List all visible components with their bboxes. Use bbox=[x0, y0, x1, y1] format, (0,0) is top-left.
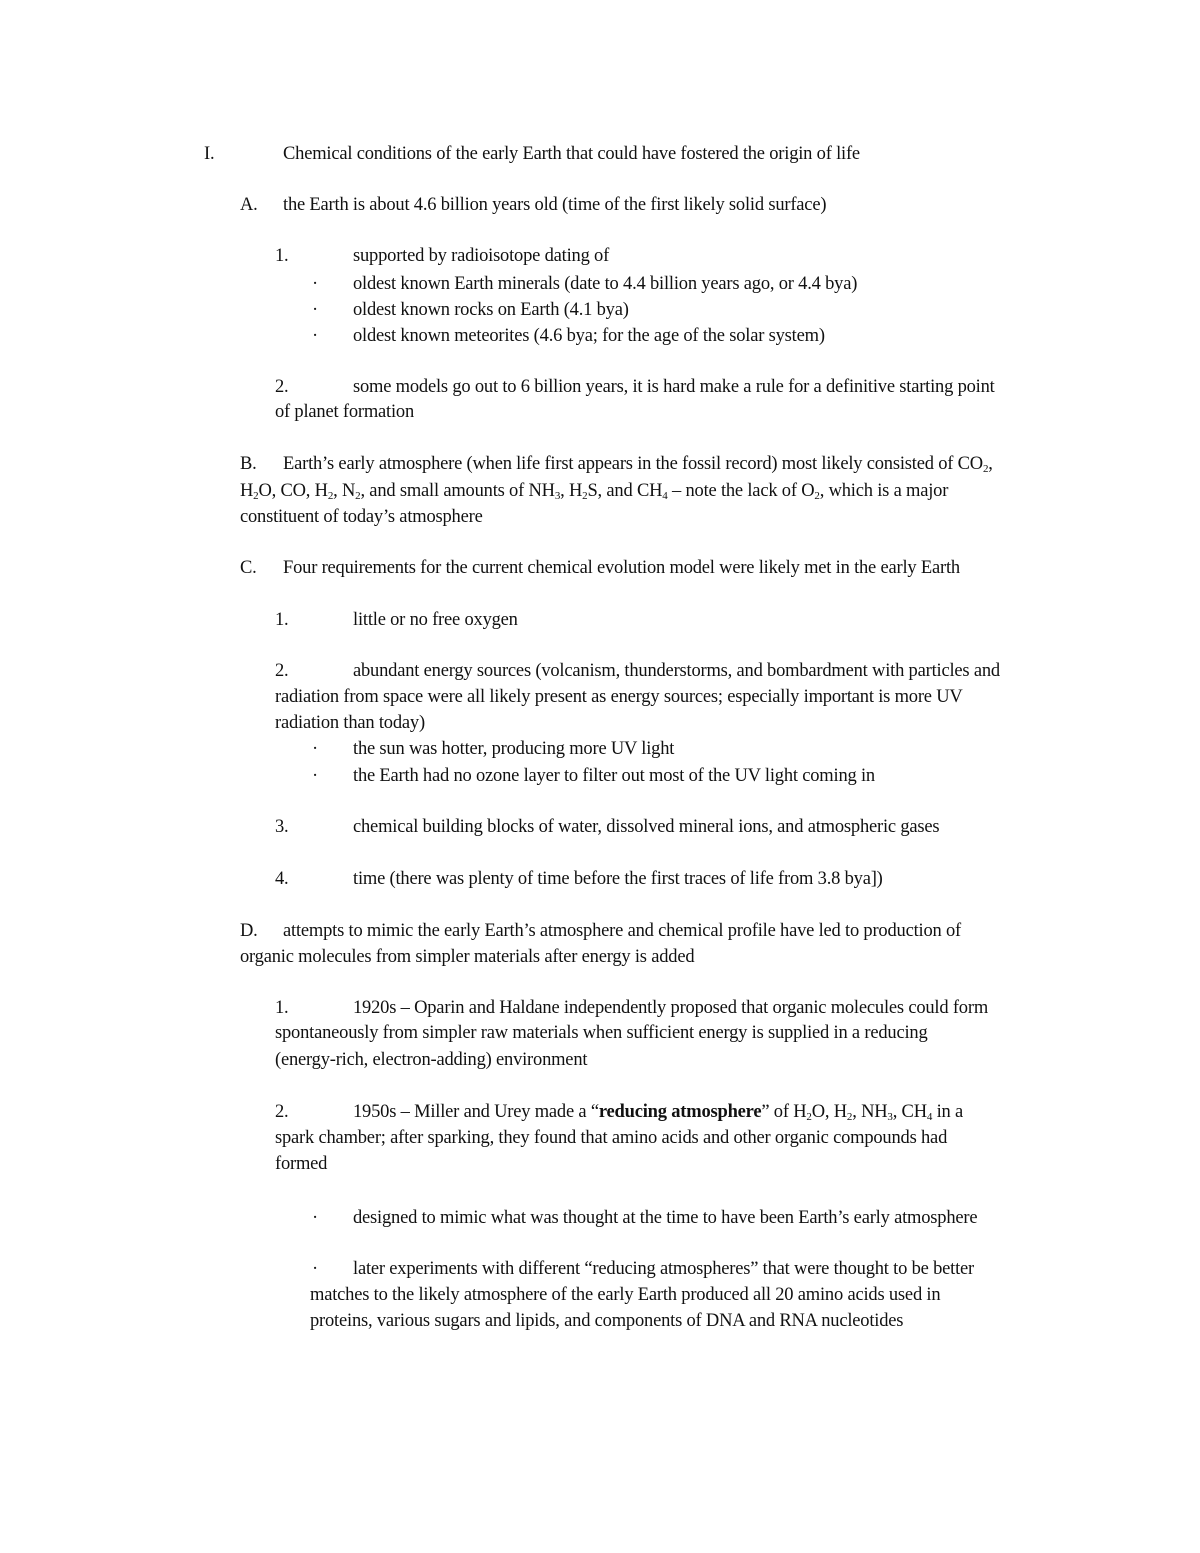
subsection-marker-a: A. bbox=[240, 195, 258, 215]
item-text-continued: spark chamber; after sparking, they found that amino acids and other organic compounds had bbox=[275, 1128, 948, 1148]
bullet-text: oldest known Earth minerals (date to 4.4 billion years ago, or 4.4 bya) bbox=[353, 274, 858, 294]
bullet-icon: · bbox=[312, 1208, 318, 1228]
item-text: some models go out to 6 billion years, it is hard make a rule for a definitive starting point bbox=[353, 377, 995, 397]
item-marker: 4. bbox=[275, 869, 289, 889]
bullet-text: oldest known meteorites (4.6 bya; for the age of the solar system) bbox=[353, 326, 825, 346]
bullet-icon: · bbox=[312, 1259, 318, 1279]
item-text: abundant energy sources (volcanism, thunderstorms, and bombardment with particles and bbox=[353, 661, 1000, 681]
subsection-marker-b: B. bbox=[240, 454, 257, 474]
item-text: supported by radioisotope dating of bbox=[353, 246, 610, 266]
bullet-text: the Earth had no ozone layer to filter out most of the UV light coming in bbox=[353, 766, 875, 786]
item-marker: 2. bbox=[275, 377, 289, 397]
item-text-continued: formed bbox=[275, 1154, 328, 1174]
subsection-b-text-line3: constituent of today’s atmosphere bbox=[240, 507, 483, 527]
section-marker: I. bbox=[204, 144, 215, 164]
item-marker: 1. bbox=[275, 610, 289, 630]
bullet-icon: · bbox=[312, 300, 318, 320]
item-marker: 1. bbox=[275, 998, 289, 1018]
bullet-text-continued: matches to the likely atmosphere of the early Earth produced all 20 amino acids used in bbox=[310, 1285, 941, 1305]
bullet-text: oldest known rocks on Earth (4.1 bya) bbox=[353, 300, 629, 320]
item-marker: 2. bbox=[275, 661, 289, 681]
item-text: time (there was plenty of time before the first traces of life from 3.8 bya]) bbox=[353, 869, 883, 889]
bullet-icon: · bbox=[312, 326, 318, 346]
subsection-d-text-line2: organic molecules from simpler materials after energy is added bbox=[240, 947, 695, 967]
bullet-text: the sun was hotter, producing more UV light bbox=[353, 739, 675, 759]
item-marker: 3. bbox=[275, 817, 289, 837]
bullet-text: designed to mimic what was thought at the time to have been Earth’s early atmosphere bbox=[353, 1208, 978, 1228]
section-title: Chemical conditions of the early Earth that could have fostered the origin of life bbox=[283, 144, 860, 164]
item-text-continued: spontaneously from simpler raw materials when sufficient energy is supplied in a reducing bbox=[275, 1023, 928, 1043]
item-text-continued: radiation than today) bbox=[275, 713, 425, 733]
emphasis-term: reducing atmosphere bbox=[598, 1102, 762, 1122]
item-marker: 1. bbox=[275, 246, 289, 266]
bullet-icon: · bbox=[312, 274, 318, 294]
subsection-b-text: Earth’s early atmosphere (when life first appears in the fossil record) most likely consisted of $CO_2$, bbox=[283, 454, 993, 475]
subsection-marker-d: D. bbox=[240, 921, 258, 941]
bullet-icon: · bbox=[312, 766, 318, 786]
item-text-continued: radiation from space were all likely present as energy sources; especially important is more UV bbox=[275, 687, 963, 707]
subsection-b-text-line2: $H_2O$, CO, $H_2$, $N_2$, and small amounts of $NH_3$, $H_2S$, and $CH_4$ – note the lack of $O_2$, which is a major bbox=[240, 481, 949, 502]
bullet-icon: · bbox=[312, 739, 318, 759]
item-text-continued: (energy-rich, electron-adding) environment bbox=[275, 1050, 588, 1070]
bullet-text-continued: proteins, various sugars and lipids, and components of DNA and RNA nucleotides bbox=[310, 1311, 904, 1331]
item-text: 1920s – Oparin and Haldane independently proposed that organic molecules could form bbox=[353, 998, 989, 1018]
item-text: 1950s – Miller and Urey made a “reducing atmosphere” of $H_2O$, $H_2$, $NH_3$, $CH_4$ in a bbox=[353, 1102, 964, 1123]
subsection-d-text: attempts to mimic the early Earth’s atmosphere and chemical profile have led to production of bbox=[283, 921, 962, 941]
item-text-continued: of planet formation bbox=[275, 402, 415, 422]
subsection-marker-c: C. bbox=[240, 558, 257, 578]
item-text: little or no free oxygen bbox=[353, 610, 518, 630]
item-marker: 2. bbox=[275, 1102, 289, 1122]
subsection-c-text: Four requirements for the current chemical evolution model were likely met in the early Earth bbox=[283, 558, 960, 578]
subsection-a-text: the Earth is about 4.6 billion years old (time of the first likely solid surface) bbox=[283, 195, 827, 215]
bullet-text: later experiments with different “reducing atmospheres” that were thought to be better bbox=[353, 1259, 974, 1279]
item-text: chemical building blocks of water, dissolved mineral ions, and atmospheric gases bbox=[353, 817, 940, 837]
